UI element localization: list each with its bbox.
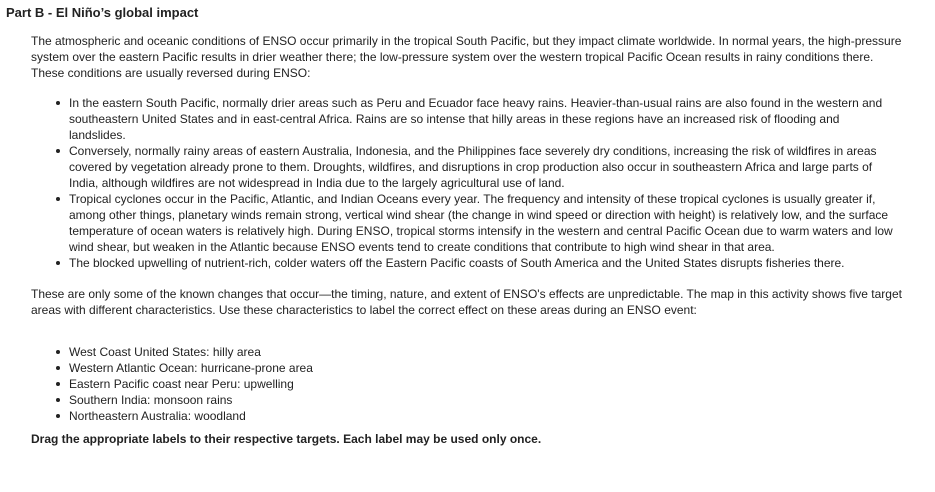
list-item: Southern India: monsoon rains xyxy=(69,392,903,408)
list-item: Northeastern Australia: woodland xyxy=(69,408,903,424)
list-item: Eastern Pacific coast near Peru: upwelling xyxy=(69,376,903,392)
list-item: Tropical cyclones occur in the Pacific, Atlantic, and Indian Oceans every year. The frequency and intensity of these tropical cyclones is usually greater if, among other things, planetary winds remain strong, vertical wind shear (the change in wind speed or direction with height) is relatively low, and the surface temperature of ocean waters is relatively high. During ENSO, tropical storms intensify in the western and central Pacific Ocean due to warm waters and low wind shear, but weaken in the Atlantic because ENSO events tend to create conditions that contribute to high wind shear in that area. xyxy=(69,191,899,255)
part-title: Part B - El Niño’s global impact xyxy=(6,5,199,20)
enso-effects-list xyxy=(31,95,899,271)
instruction-text: Drag the appropriate labels to their respective targets. Each label may be used only once. xyxy=(31,432,542,446)
content xyxy=(31,33,903,447)
summary-paragraph: These are only some of the known changes that occur—the timing, nature, and extent of ENSO's effects are unpredictable. The map in this activity shows five target areas with different characteristics. Use these characteristics to label the correct effect on these areas during an ENSO event: xyxy=(31,287,902,317)
list-item: In the eastern South Pacific, normally drier areas such as Peru and Ecuador face heavy rains. Heavier-than-usual rains are also found in the western and southeastern United States and in east-central Africa. Rains are so intense that hilly areas in these regions have an increased risk of flooding and landslides. xyxy=(69,95,899,143)
list-item: Western Atlantic Ocean: hurricane-prone area xyxy=(69,360,903,376)
list-item: Conversely, normally rainy areas of eastern Australia, Indonesia, and the Philippines face severely dry conditions, increasing the risk of wildfires in areas covered by vegetation already prone to them. Droughts, wildfires, and disruptions in crop production also occur in southeastern Africa and large parts of India, although wildfires are not widespread in India due to the largely agricultural use of land. xyxy=(69,143,899,191)
intro-paragraph: The atmospheric and oceanic conditions of ENSO occur primarily in the tropical South Pacific, but they impact climate worldwide. In normal years, the high-pressure system over the eastern Pacific results in drier weather there; the low-pressure system over the western tropical Pacific Ocean results in rainy conditions there. These conditions are usually reversed during ENSO: xyxy=(31,34,902,80)
list-item: The blocked upwelling of nutrient-rich, colder waters off the Eastern Pacific coasts of South America and the United States disrupts fisheries there. xyxy=(69,255,899,271)
target-areas-list xyxy=(31,344,903,424)
list-item: West Coast United States: hilly area xyxy=(69,344,903,360)
